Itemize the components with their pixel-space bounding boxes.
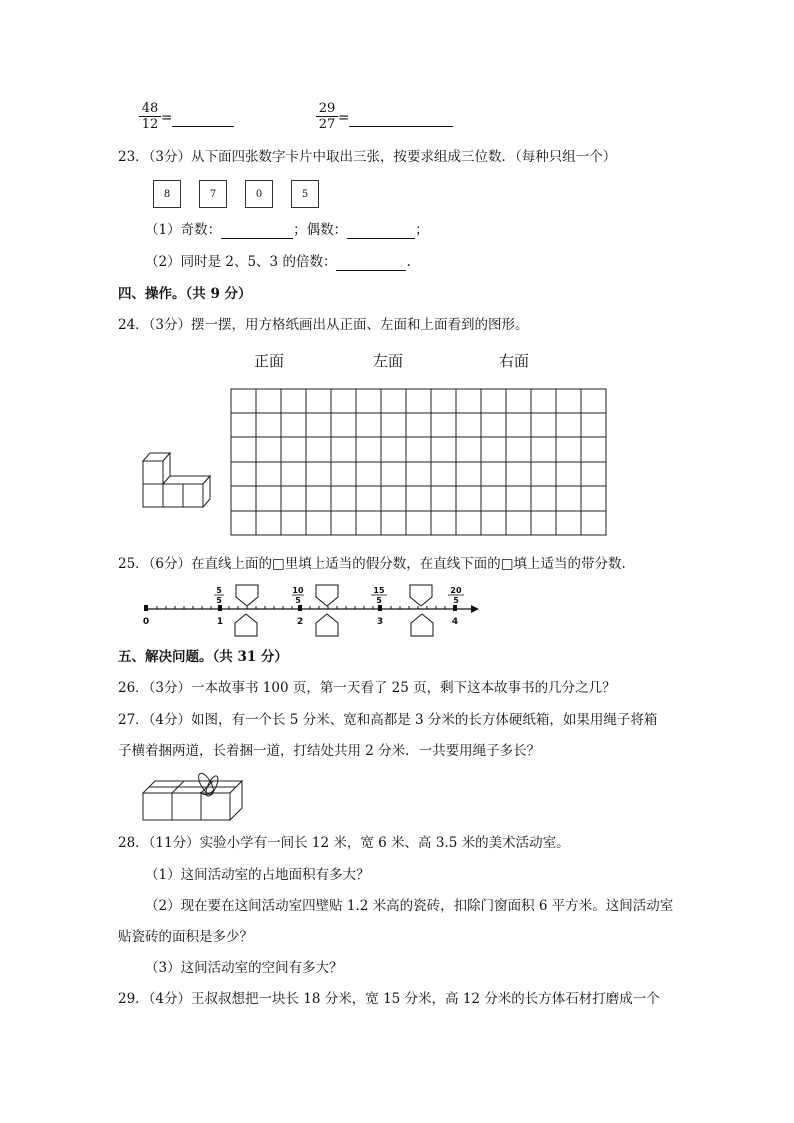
digit-card: 8: [153, 180, 181, 208]
frac-num: 10: [292, 586, 304, 595]
q27-stem-line1: 27．（4分）如图，有一个长 5 分米、宽和高都是 3 分米的长方体硬纸箱，如果用绳子将箱: [118, 712, 658, 728]
q28-part2-line2: 贴瓷砖的面积是多少？: [118, 929, 253, 945]
digit-card: 7: [199, 180, 227, 208]
even-number-blank[interactable]: [347, 224, 415, 239]
q29-stem: 29．（4分）王叔叔想把一块长 18 分米，宽 15 分米，高 12 分米的长方体石材打磨成一个: [118, 991, 660, 1007]
frac-num: 5: [216, 586, 222, 595]
tied-box-figure: [140, 770, 250, 825]
label-left: 左面: [373, 352, 404, 370]
q28-part3: （3）这间活动室的空间有多大？: [145, 960, 343, 976]
q25-stem: 25．（6分）在直线上面的□里填上适当的假分数，在直线下面的□填上适当的带分数.: [118, 556, 626, 572]
odd-number-blank[interactable]: [221, 224, 293, 239]
q24-figure: [138, 385, 608, 537]
q27-stem-line2: 子横着捆两道，长着捆一道，打结处共用 2 分米．一共要用绳子多长？: [118, 743, 541, 759]
multiple-blank[interactable]: [336, 256, 406, 271]
cube-stack-diagram: [143, 453, 210, 507]
answer-blank-2[interactable]: =: [338, 109, 453, 127]
answer-box-below: [235, 614, 257, 636]
tick-label: 2: [296, 617, 304, 627]
q24-stem: 24．（3分）摆一摆，用方格纸画出从正面、左面和上面看到的图形。: [118, 317, 529, 333]
answer-box-above: [410, 585, 432, 606]
frac-num: 15: [373, 586, 385, 595]
digit-card: 5: [291, 180, 319, 208]
frac-num: 20: [450, 586, 462, 595]
frac-den: 5: [295, 596, 301, 605]
q23-stem: 23．（3分）从下面四张数字卡片中取出三张，按要求组成三位数．（每种只组一个）: [118, 149, 617, 165]
tick-label: 4: [451, 617, 459, 627]
q28-part1: （1）这间活动室的占地面积有多大？: [145, 867, 370, 883]
label-front: 正面: [254, 352, 285, 370]
q23-part1: （1）奇数： ；偶数： ；: [145, 222, 429, 238]
q28-stem: 28．（11分）实验小学有一间长 12 米，宽 6 米、高 3.5 米的美术活动室。: [118, 835, 570, 851]
digit-card: 0: [245, 180, 273, 208]
number-line-figure: [138, 580, 483, 640]
label-right: 右面: [499, 352, 530, 370]
tick-label: 0: [142, 617, 150, 627]
answer-box-above: [236, 585, 258, 606]
tick-label: 3: [376, 617, 384, 627]
q23-part2: （2）同时是 2、5、3 的倍数： .: [145, 254, 411, 270]
answer-box-below: [316, 614, 338, 636]
frac-den: 5: [453, 596, 459, 605]
section-4-title: 四、操作。（共 9 分）: [118, 286, 252, 302]
fraction-29-27: $\frac{29}{27}$: [316, 101, 338, 132]
tick-label: 1: [216, 617, 224, 627]
answer-blank-1[interactable]: =: [161, 109, 234, 127]
fraction-48-12: $\frac{48}{12}$: [139, 101, 161, 132]
answer-box-below: [411, 614, 433, 636]
q28-part2-line1: （2）现在要在这间活动室四壁贴 1.2 米高的瓷砖，扣除门窗面积 6 平方米。这间活动室: [145, 898, 674, 914]
square-grid: [231, 389, 606, 535]
frac-den: 5: [216, 596, 222, 605]
answer-box-above: [316, 585, 338, 606]
frac-den: 5: [376, 596, 382, 605]
section-5-title: 五、解决问题。（共 31 分）: [118, 649, 288, 665]
q26-stem: 26．（3分）一本故事书 100 页，第一天看了 25 页，剩下这本故事书的几分之几？: [118, 680, 616, 696]
